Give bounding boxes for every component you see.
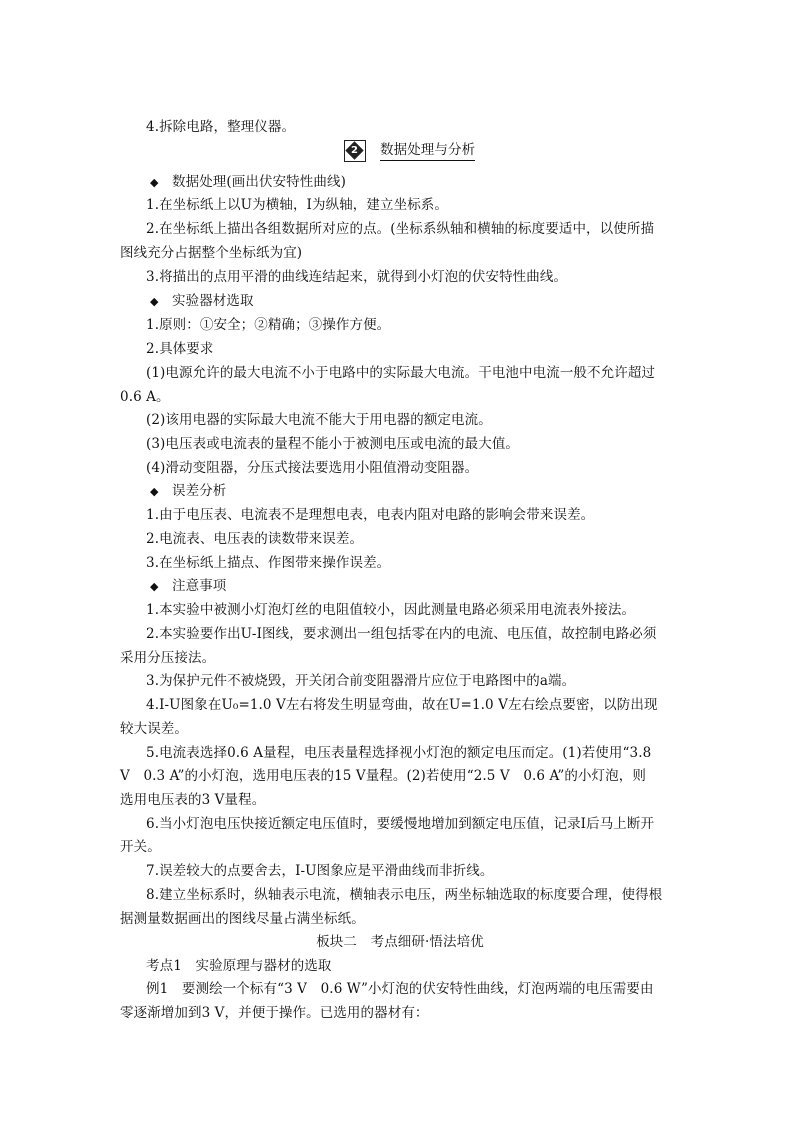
text-line: 1.在坐标纸上以U为横轴，I为纵轴，建立坐标系。	[146, 197, 448, 213]
text-line: 图线充分占据整个坐标纸为宜)	[120, 245, 303, 261]
diamond-bullet-icon: ◆	[150, 580, 159, 593]
text-line: 较大误差。	[120, 721, 188, 737]
bullet-heading-text: 注意事项	[172, 578, 227, 594]
text-line: 4.拆除电路，整理仪器。	[146, 119, 296, 135]
text-line: (1)电源允许的最大电流不小于电路中的实际最大电流。干电池中电流一般不允许超过	[146, 365, 656, 381]
text-line: 0.6 A。	[120, 389, 170, 405]
text-line: (2)该用电器的实际最大电流不能大于用电器的额定电流。	[146, 412, 492, 428]
text-line: 6.当小灯泡电压快接近额定电压值时，要缓慢地增加到额定电压值，记录I后马上断开	[146, 816, 655, 832]
text-line: 1.本实验中被测小灯泡灯丝的电阻值较小，因此测量电路必须采用电流表外接法。	[146, 602, 636, 618]
text-line: 3.在坐标纸上描点、作图带来操作误差。	[146, 555, 391, 571]
text-line: 2.电流表、电压表的读数带来误差。	[146, 531, 364, 547]
text-line: 例1 要测绘一个标有“3 V 0.6 W”小灯泡的伏安特性曲线，灯泡两端的电压需要由	[146, 981, 654, 997]
text-line: 据测量数据画出的图线尽量占满坐标纸。	[120, 911, 365, 927]
bullet-heading	[150, 173, 346, 192]
section-number-icon: 2	[344, 140, 366, 162]
text-line: V 0.3 A”的小灯泡，选用电压表的15 V量程。(2)若使用“2.5 V 0.6 A”的小灯泡，则	[120, 768, 646, 784]
text-line: 3.为保护元件不被烧毁，开关闭合前变阻器滑片应位于电路图中的a端。	[146, 673, 576, 689]
text-line: 1.由于电压表、电流表不是理想电表，电表内阻对电路的影响会带来误差。	[146, 507, 595, 523]
text-line: 4.I-U图象在U₀=1.0 V左右将发生明显弯曲，故在U=1.0 V左右绘点要密，以防出现	[146, 697, 658, 713]
text-line: (4)滑动变阻器，分压式接法要选用小阻值滑动变阻器。	[146, 460, 479, 476]
text-line: 2.在坐标纸上描出各组数据所对应的点。(坐标系纵轴和横轴的标度要适中，以使所描	[146, 221, 655, 237]
text-line: 开关。	[120, 839, 161, 855]
section-heading-text: 数据处理与分析	[380, 141, 475, 161]
text-line: 1.原则：①安全；②精确；③操作方便。	[146, 317, 391, 333]
text-line: 8.建立坐标系时，纵轴表示电流，横轴表示电压，两坐标轴选取的标度要合理，使得根	[146, 887, 663, 903]
diamond-bullet-icon: ◆	[150, 485, 159, 498]
text-line: 选用电压表的3 V量程。	[120, 792, 266, 808]
bullet-heading-text: 数据处理(画出伏安特性曲线)	[172, 174, 346, 190]
text-line: 考点1 实验原理与器材的选取	[146, 958, 332, 974]
text-line: 5.电流表选择0.6 A量程，电压表量程选择视小灯泡的额定电压而定。(1)若使用“3.8	[146, 745, 652, 761]
bullet-heading-text: 误差分析	[172, 483, 227, 499]
text-line: 零逐渐增加到3 V，并便于操作。已选用的器材有：	[120, 1005, 429, 1021]
diamond-bullet-icon: ◆	[150, 295, 159, 308]
bullet-heading	[150, 292, 254, 311]
bullet-heading-text: 实验器材选取	[172, 293, 254, 309]
text-line: 3.将描出的点用平滑的曲线连结起来，就得到小灯泡的伏安特性曲线。	[146, 269, 568, 285]
text-line: 2.本实验要作出U-I图线，要求测出一组包括零在内的电流、电压值，故控制电路必须	[146, 626, 657, 642]
text-line: 2.具体要求	[146, 341, 214, 357]
text-line: 7.误差较大的点要舍去，I-U图象应是平滑曲线而非折线。	[146, 863, 494, 879]
text-line: 采用分压接法。	[120, 650, 216, 666]
diamond-bullet-icon: ◆	[150, 176, 159, 189]
text-line: (3)电压表或电流表的量程不能小于被测电压或电流的最大值。	[146, 436, 520, 452]
bullet-heading	[150, 577, 226, 596]
bullet-heading	[150, 482, 226, 501]
section-heading	[344, 140, 475, 167]
section-title: 板块二 考点细研·悟法培优	[316, 934, 484, 950]
